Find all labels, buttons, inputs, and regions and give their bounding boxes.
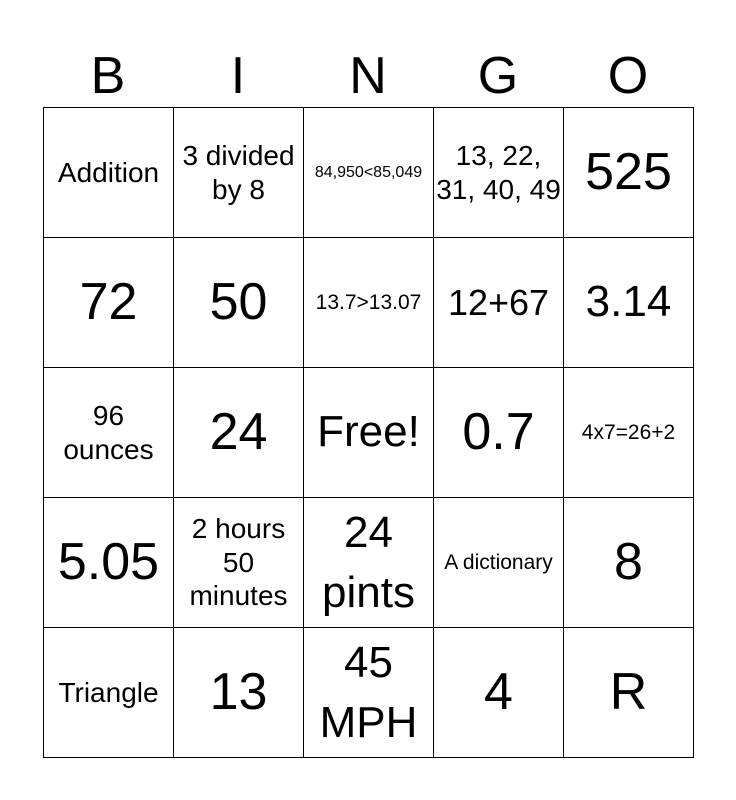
grid-row [44, 108, 694, 238]
bingo-cell: 84,950<85,049 [304, 108, 434, 238]
bingo-cell: 5.05 [44, 498, 174, 628]
bingo-cell: Triangle [44, 628, 174, 758]
bingo-cell: 24 [174, 368, 304, 498]
bingo-cell: 24 pints [304, 498, 434, 628]
bingo-cell: 4 [434, 628, 564, 758]
grid-row [44, 628, 694, 758]
bingo-cell: 525 [564, 108, 694, 238]
header-letter-g: G [477, 47, 519, 105]
free-space: Free! [304, 368, 434, 498]
grid-row [44, 368, 694, 498]
bingo-cell: A dictionary [434, 498, 564, 628]
bingo-cell: 45 MPH [304, 628, 434, 758]
bingo-cell: 13.7>13.07 [304, 238, 434, 368]
bingo-header [43, 48, 693, 104]
header-letter-o: O [607, 47, 649, 105]
bingo-cell: 96 ounces [44, 368, 174, 498]
bingo-grid [43, 107, 694, 758]
grid-row [44, 238, 694, 368]
header-letter-i: I [230, 47, 246, 105]
bingo-cell: R [564, 628, 694, 758]
bingo-cell: 4x7=26+2 [564, 368, 694, 498]
bingo-cell: 0.7 [434, 368, 564, 498]
bingo-cell: 72 [44, 238, 174, 368]
bingo-cell: 13 [174, 628, 304, 758]
bingo-cell: 3 divided by 8 [174, 108, 304, 238]
bingo-cell: 50 [174, 238, 304, 368]
bingo-cell: Addition [44, 108, 174, 238]
bingo-cell: 12+67 [434, 238, 564, 368]
bingo-cell: 2 hours 50 minutes [174, 498, 304, 628]
bingo-cell: 8 [564, 498, 694, 628]
bingo-cell: 3.14 [564, 238, 694, 368]
bingo-cell: 13, 22, 31, 40, 49 [434, 108, 564, 238]
header-letter-b: B [90, 47, 126, 105]
header-letter-n: N [349, 47, 387, 105]
grid-row [44, 498, 694, 628]
